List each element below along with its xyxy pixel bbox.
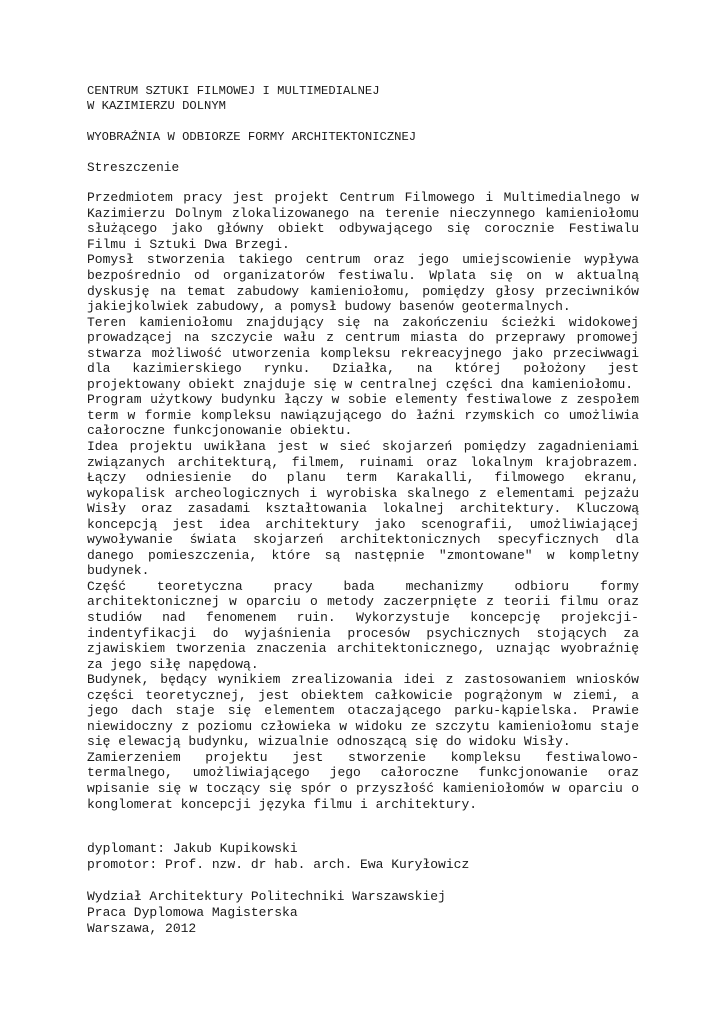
faculty-line: Wydział Architektury Politechniki Warszawskiej [87, 889, 446, 905]
abstract-paragraph: Zamierzeniem projektu jest stworzenie kompleksu festiwalowo-termalnego, umożliwiającego jego całoroczne funkcjonowanie oraz wpisanie się w toczący się spór o przyszłość kamieniołomów w oparciu o konglomerat koncepcji języka filmu i architektury. [87, 749, 639, 812]
faculty-line: Praca Dyplomowa Magisterska [87, 905, 298, 921]
abstract-paragraph: Program użytkowy budynku łączy w sobie elementy festiwalowe z zespołem term w formie kompleksu nawiązującego do łaźni rzymskich co umożliwia całoroczne funkcjonowanie obiektu. [87, 392, 639, 439]
abstract-body [87, 190, 639, 812]
abstract-paragraph: Budynek, będący wynikiem zrealizowania idei z zastosowaniem wniosków części teoretycznej, jest obiektem całkowicie pogrążonym w ziemi, a jego dach staje się elementem otaczającego parku-kąpielska. Prawie niewidoczny z poziomu człowieka w widoku ze szczytu kamieniołomu staje się elewacją budynku, wizualnie odnoszącą się do widoku Wisły. [87, 672, 639, 750]
credits [87, 841, 639, 873]
title-line: W KAZIMIERZU DOLNYM [87, 99, 226, 114]
abstract-label: Streszczenie [87, 160, 180, 176]
abstract-paragraph: Przedmiotem pracy jest projekt Centrum Filmowego i Multimedialnego w Kazimierzu Dolnym zlokalizowanego na terenie nieczynnego kamieniołomu służącego jako główny obiekt odbywającego się corocznie Festiwalu Filmu i Sztuki Dwa Brzegi. [87, 190, 639, 252]
document-subtitle: WYOBRAŹNIA W ODBIORZE FORMY ARCHITEKTONICZNEJ [87, 129, 417, 144]
abstract-paragraph: Idea projektu uwikłana jest w sieć skojarzeń pomiędzy zagadnieniami związanych architekturą, filmem, ruinami oraz lokalnym krajobrazem. Łączy odniesienie do planu term Karakalli, filmowego ekranu, wykopalisk archeologicznych i wyrobiska skalnego z elementami pejzażu Wisły oraz zasadami kształtowania lokalnej architektury. Kluczową koncepcją jest idea architektury jako scenografii, umożliwiającej wywoływanie świata skojarzeń architektonicznych specyficznych dla danego pomieszczenia, które są następnie "zmontowane" w kompletny budynek. [87, 438, 639, 579]
faculty-info [87, 889, 639, 937]
document-title [87, 84, 639, 115]
student-credit: dyplomant: Jakub Kupikowski [87, 841, 298, 857]
document-page [87, 84, 639, 937]
abstract-paragraph: Część teoretyczna pracy bada mechanizmy odbioru formy architektonicznej w oparciu o metody zaczerpnięte z teorii filmu oraz studiów nad fenomenem ruin. Wykorzystuje koncepcję projekcji-indentyfikacji do wyjaśnienia procesów psychicznych stojących za zjawiskiem tworzenia znaczenia architektonicznego, uznając wyobraźnię za jego siłę napędową. [87, 578, 639, 672]
title-line: CENTRUM SZTUKI FILMOWEJ I MULTIMEDIALNEJ [87, 84, 380, 98]
supervisor-credit: promotor: Prof. nzw. dr hab. arch. Ewa Kuryłowicz [87, 857, 470, 873]
faculty-line: Warszawa, 2012 [87, 921, 197, 937]
abstract-paragraph: Pomysł stworzenia takiego centrum oraz jego umiejscowienie wypływa bezpośrednio od organizatorów festiwalu. Wplata się on w aktualną dyskusję na temat zabudowy kamieniołomu, pomiędzy głosy przeciwników jakiejkolwiek zabudowy, a pomysł budowy basenów geotermalnych. [87, 252, 639, 315]
abstract-paragraph: Teren kamieniołomu znajdujący się na zakończeniu ścieżki widokowej prowadzącej na szczycie wału z centrum miasta do przeprawy promowej stwarza możliwość utworzenia kompleksu rekreacyjnego jako przeciwwagi dla kazimierskiego rynku. Działka, na której położony jest projektowany obiekt znajduje się w centralnej części dna kamieniołomu. [87, 314, 639, 392]
